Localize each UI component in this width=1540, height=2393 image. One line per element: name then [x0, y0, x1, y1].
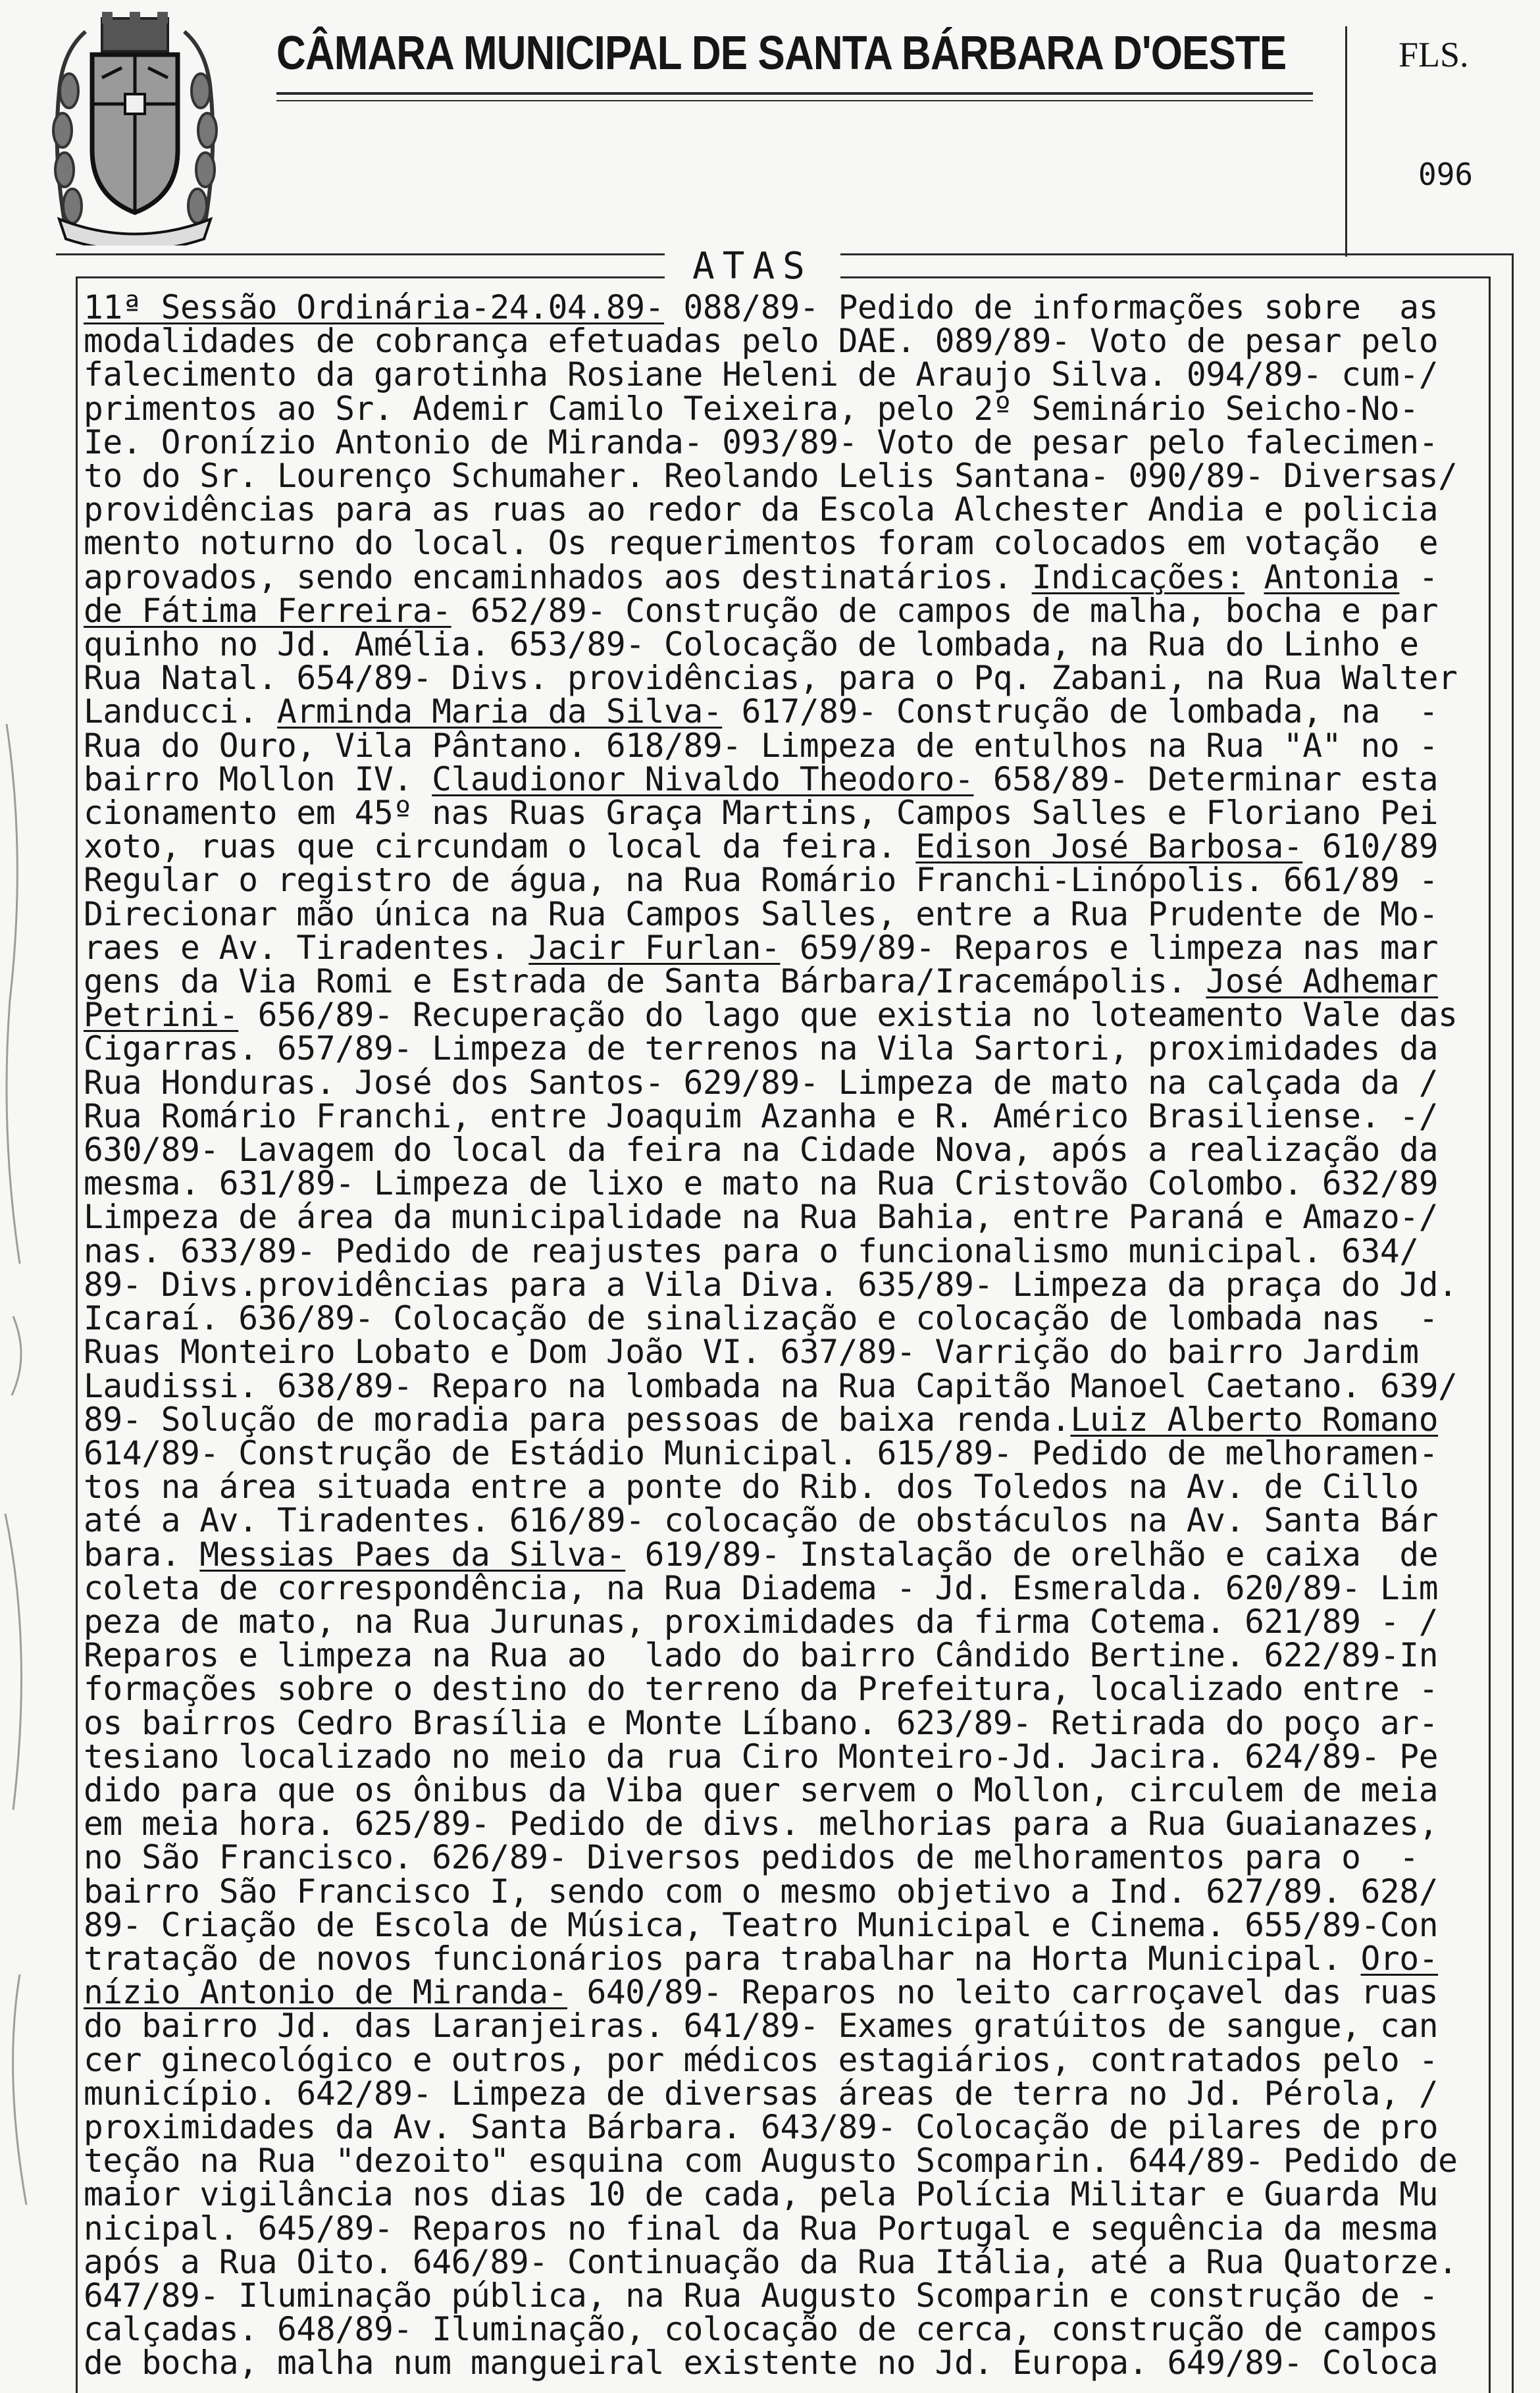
minutes-line — [84, 2276, 1492, 2315]
minutes-text: quinho no Jd. Amélia. 653/89- Colocação de lombada, na Rua do Linho e — [84, 625, 1419, 664]
minutes-line — [84, 1703, 1492, 1742]
minutes-line — [84, 1164, 1492, 1203]
minutes-line — [84, 1096, 1492, 1135]
minutes-text: primentos ao Sr. Ademir Camilo Teixeira, pelo 2º Seminário Seicho-No- — [84, 389, 1419, 428]
minutes-text: 619/89- Instalação de orelhão e caixa de — [625, 1535, 1439, 1574]
minutes-text: Reparos e limpeza na Rua ao lado do bairro Cândido Bertine. 622/89-In — [84, 1636, 1439, 1675]
minutes-line — [84, 389, 1492, 428]
minutes-line — [84, 1939, 1492, 1978]
minutes-text: calçadas. 648/89- Iluminação, colocação de cerca, construção de campos — [84, 2310, 1439, 2349]
minutes-text: Icaraí. 636/89- Colocação de sinalização e colocação de lombada nas - — [84, 1299, 1439, 1338]
minutes-text: peza de mato, na Rua Jurunas, proximidades da firma Cotema. 621/89 - / — [84, 1602, 1439, 1641]
minutes-line — [84, 288, 1492, 326]
minutes-text: tratação de novos funcionários para trabalhar na Horta Municipal. — [84, 1939, 1361, 1978]
minutes-line — [84, 1470, 1492, 1504]
minutes-text: do bairro Jd. das Laranjeiras. 641/89- Exames gratúitos de sangue, can — [84, 2007, 1439, 2046]
minutes-line — [84, 1265, 1492, 1304]
minutes-line — [84, 827, 1492, 866]
header-rule — [276, 92, 1313, 95]
minutes-text: 617/89- Construção de lombada, na - — [722, 692, 1439, 731]
minutes-line — [84, 2074, 1492, 2113]
minutes-line — [84, 2007, 1492, 2046]
minutes-text: formações sobre o destino do terreno da Prefeitura, localizado entre - — [84, 1670, 1439, 1709]
minutes-line — [84, 557, 1492, 596]
minutes-text: Rua Romário Franchi, entre Joaquim Azanha e R. Américo Brasiliense. -/ — [84, 1096, 1439, 1135]
minutes-line — [84, 726, 1492, 765]
underlined-name: Oro- — [1360, 1939, 1439, 1978]
minutes-line — [84, 1366, 1492, 1405]
minutes-text: coleta de correspondência, na Rua Diadema - Jd. Esmeralda. 620/89- Lim — [84, 1568, 1439, 1607]
minutes-text: 630/89- Lavagem do local da feira na Cidade Nova, após a realização da — [84, 1131, 1439, 1170]
minutes-text: Laudissi. 638/89- Reparo na lombada na Rua Capitão Manoel Caetano. 639/ — [84, 1366, 1458, 1405]
minutes-line — [84, 1602, 1492, 1641]
fls-label: FLS. — [1399, 35, 1469, 74]
minutes-text: 652/89- Construção de campos de malha, bocha e par — [451, 591, 1439, 630]
minutes-text: 89- Criação de Escola de Música, Teatro Municipal e Cinema. 655/89-Con — [84, 1905, 1439, 1944]
minutes-line — [84, 996, 1492, 1035]
minutes-line — [84, 1198, 1492, 1237]
page-right-border — [1512, 253, 1514, 2393]
minutes-text: 647/89- Iluminação pública, na Rua Augusto Scomparin e construção de - — [84, 2276, 1439, 2315]
minutes-text: modalidades de cobrança efetuadas pelo DAE. 089/89- Voto de pesar pelo — [84, 322, 1439, 361]
minutes-text: Cigarras. 657/89- Limpeza de terrenos na Vila Sartori, proximidades da — [84, 1029, 1439, 1068]
minutes-line — [84, 1568, 1492, 1607]
underlined-name: José Adhemar — [1206, 962, 1439, 1001]
page-number: 096 — [1418, 157, 1474, 192]
minutes-line — [84, 1131, 1492, 1170]
underlined-name: Claudionor Nivaldo Theodoro- — [432, 759, 974, 798]
minutes-text: 640/89- Reparos no leito carroçavel das ruas — [567, 1973, 1439, 2012]
minutes-text: 658/89- Determinar esta — [973, 759, 1439, 798]
minutes-text: 656/89- Recuperação do lago que existia no loteamento Vale das — [238, 996, 1458, 1035]
minutes-text: em meia hora. 625/89- Pedido de divs. melhorias para a Rua Guaianazes, — [84, 1805, 1439, 1843]
minutes-text: Limpeza de área da municipalidade na Rua Bahia, entre Paraná e Amazo-/ — [84, 1198, 1439, 1237]
minutes-text: os bairros Cedro Brasília e Monte Líbano. 623/89- Retirada do poço ar- — [84, 1703, 1439, 1742]
minutes-text: to do Sr. Lourenço Schumaher. Reolando Lelis Santana- 090/89- Diversas/ — [84, 457, 1458, 496]
minutes-text: dido para que os ônibus da Viba quer servem o Mollon, circulem de meia — [84, 1770, 1439, 1809]
minutes-text: Regular o registro de água, na Rua Romário Franchi-Linópolis. 661/89 - — [84, 861, 1439, 900]
minutes-text: Rua do Ouro, Vila Pântano. 618/89- Limpeza de entulhos na Rua "A" no - — [84, 726, 1439, 765]
margin-handwriting-mark — [0, 724, 39, 2238]
minutes-line — [84, 1670, 1492, 1709]
minutes-text: proximidades da Av. Santa Bárbara. 643/89- Colocação de pilares de pro — [84, 2107, 1439, 2146]
minutes-line — [84, 355, 1492, 394]
minutes-text: raes e Av. Tiradentes. — [84, 928, 529, 967]
minutes-line — [84, 490, 1492, 529]
minutes-text: Ruas Monteiro Lobato e Dom João VI. 637/89- Varrição do bairro Jardim — [84, 1333, 1419, 1372]
council-name-title: CÂMARA MUNICIPAL DE SANTA BÁRBARA D'OESTE — [276, 27, 1287, 80]
minutes-text: 610/89 — [1302, 827, 1439, 866]
minutes-text: cionamento em 45º nas Ruas Graça Martins, Campos Salles e Floriano Pei — [84, 794, 1439, 833]
minutes-text: 659/89- Reparos e limpeza nas mar — [780, 928, 1439, 967]
minutes-line — [84, 1029, 1492, 1068]
page-number-box-divider — [1345, 26, 1347, 257]
minutes-line — [84, 2175, 1492, 2214]
minutes-line — [84, 2346, 1492, 2380]
minutes-line — [84, 1333, 1492, 1372]
minutes-text: aprovados, sendo encaminhados aos destinatários. — [84, 557, 1032, 596]
minutes-text: providências para as ruas ao redor da Escola Alchester Andia e policia — [84, 490, 1439, 529]
minutes-line — [84, 524, 1492, 563]
minutes-text: tos na área situada entre a ponte do Rib. dos Toledos na Av. de Cillo — [84, 1468, 1419, 1506]
minutes-line — [84, 1535, 1492, 1574]
minutes-line — [84, 962, 1492, 1001]
minutes-text: após a Rua Oito. 646/89- Continuação da Rua Itália, até a Rua Quatorze. — [84, 2242, 1458, 2281]
minutes-line — [84, 1838, 1492, 1877]
minutes-text: nicipal. 645/89- Reparos no final da Rua Portugal e sequência da mesma — [84, 2209, 1439, 2248]
minutes-line — [84, 423, 1492, 461]
underlined-name: de Fátima Ferreira- — [84, 591, 451, 630]
underlined-name: nízio Antonio de Miranda- — [84, 1973, 568, 2012]
underlined-name: Indicações: — [1031, 557, 1245, 596]
minutes-line — [84, 794, 1492, 833]
minutes-text: 89- Solução de moradia para pessoas de baixa renda. — [84, 1400, 1071, 1439]
minutes-line — [84, 1400, 1492, 1439]
minutes-text: teção na Rua "dezoito" esquina com Augusto Scomparin. 644/89- Pedido de — [84, 2142, 1458, 2180]
underlined-name: 11ª Sessão Ordinária-24.04.89- — [84, 288, 665, 326]
minutes-text: 088/89- Pedido de informações sobre as — [664, 288, 1439, 326]
minutes-line — [84, 625, 1492, 664]
minutes-line — [84, 1973, 1492, 2012]
minutes-line — [84, 2107, 1492, 2146]
minutes-text: 614/89- Construção de Estádio Municipal. 615/89- Pedido de melhoramen- — [84, 1433, 1439, 1472]
minutes-text: até a Av. Tiradentes. 616/89- colocação de obstáculos na Av. Santa Bár — [84, 1501, 1439, 1540]
minutes-line — [84, 1737, 1492, 1776]
minutes-text: no São Francisco. 626/89- Diversos pedidos de melhoramentos para o - — [84, 1838, 1419, 1877]
minutes-line — [84, 759, 1492, 798]
minutes-text: mento noturno do local. Os requerimentos foram colocados em votação e — [84, 524, 1439, 563]
minutes-line — [84, 2242, 1492, 2281]
minutes-text: cer ginecológico e outros, por médicos estagiários, contratados pelo - — [84, 2040, 1439, 2079]
minutes-line — [84, 1231, 1492, 1270]
minutes-line — [84, 591, 1492, 630]
minutes-text: tesiano localizado no meio da rua Ciro Monteiro-Jd. Jacira. 624/89- Pe — [84, 1737, 1439, 1776]
minutes-line — [84, 2310, 1492, 2349]
minutes-line — [84, 1636, 1492, 1675]
minutes-text: Landucci. — [84, 692, 278, 731]
minutes-text: maior vigilância nos dias 10 de cada, pela Polícia Militar e Guarda Mu — [84, 2175, 1439, 2214]
minutes-line — [84, 322, 1492, 361]
underlined-name: Luiz Alberto Romano — [1070, 1400, 1439, 1439]
atas-heading: ATAS — [665, 245, 840, 288]
minutes-line — [84, 2040, 1492, 2079]
minutes-text: mesma. 631/89- Limpeza de lixo e mato na Rua Cristovão Colombo. 632/89 — [84, 1164, 1439, 1203]
minutes-line — [84, 861, 1492, 900]
minutes-text — [1245, 558, 1264, 596]
underlined-name: Edison José Barbosa- — [915, 827, 1303, 866]
minutes-text: xoto, ruas que circundam o local da feira. — [84, 827, 916, 866]
underlined-name: Arminda Maria da Silva- — [277, 692, 723, 731]
minutes-text: de bocha, malha num mangueiral existente no Jd. Europa. 649/89- Coloca — [84, 2344, 1439, 2382]
minutes-line — [84, 1501, 1492, 1540]
minutes-text: nas. 633/89- Pedido de reajustes para o funcionalismo municipal. 634/ — [84, 1231, 1419, 1270]
minutes-text: - — [1399, 557, 1439, 596]
minutes-line — [84, 1770, 1492, 1809]
minutes-line — [84, 1299, 1492, 1338]
minutes-line — [84, 692, 1492, 731]
minutes-text: falecimento da garotinha Rosiane Heleni de Araujo Silva. 094/89- cum-/ — [84, 355, 1439, 394]
minutes-text: Rua Natal. 654/89- Divs. providências, para o Pq. Zabani, na Rua Walter — [84, 659, 1458, 698]
underlined-name: Petrini- — [84, 996, 239, 1035]
minutes-text: Rua Honduras. José dos Santos- 629/89- Limpeza de mato na calçada da / — [84, 1063, 1439, 1102]
underlined-name: Jacir Furlan- — [528, 928, 781, 967]
minutes-text: Direcionar mão única na Rua Campos Salles, entre a Rua Prudente de Mo- — [84, 894, 1439, 933]
minutes-line — [84, 457, 1492, 496]
minutes-line — [84, 1905, 1492, 1944]
minutes-text: bara. — [84, 1535, 200, 1574]
minutes-line — [84, 659, 1492, 698]
header-rule-thin — [276, 100, 1313, 101]
minutes-line — [84, 2144, 1492, 2178]
minutes-line — [84, 894, 1492, 933]
minutes-line — [84, 1063, 1492, 1102]
minutes-line — [84, 2209, 1492, 2248]
minutes-text: gens da Via Romi e Estrada de Santa Bárbara/Iracemápolis. — [84, 962, 1206, 1001]
minutes-text: bairro São Francisco I, sendo com o mesmo objetivo a Ind. 627/89. 628/ — [84, 1872, 1439, 1911]
minutes-text: bairro Mollon IV. — [84, 759, 432, 798]
minutes-line — [84, 928, 1492, 967]
minutes-line — [84, 1872, 1492, 1911]
underlined-name: Antonia — [1264, 557, 1400, 596]
minutes-text-block — [84, 288, 1492, 2382]
municipal-crest-logo — [39, 12, 230, 245]
minutes-text: 89- Divs.providências para a Vila Diva. 635/89- Limpeza da praça do Jd. — [84, 1265, 1458, 1304]
minutes-line — [84, 1807, 1492, 1841]
minutes-text: Ie. Oronízio Antonio de Miranda- 093/89- Voto de pesar pelo falecimen- — [84, 423, 1439, 461]
underlined-name: Messias Paes da Silva- — [199, 1535, 626, 1574]
minutes-line — [84, 1433, 1492, 1472]
minutes-text: município. 642/89- Limpeza de diversas áreas de terra no Jd. Pérola, / — [84, 2074, 1439, 2113]
